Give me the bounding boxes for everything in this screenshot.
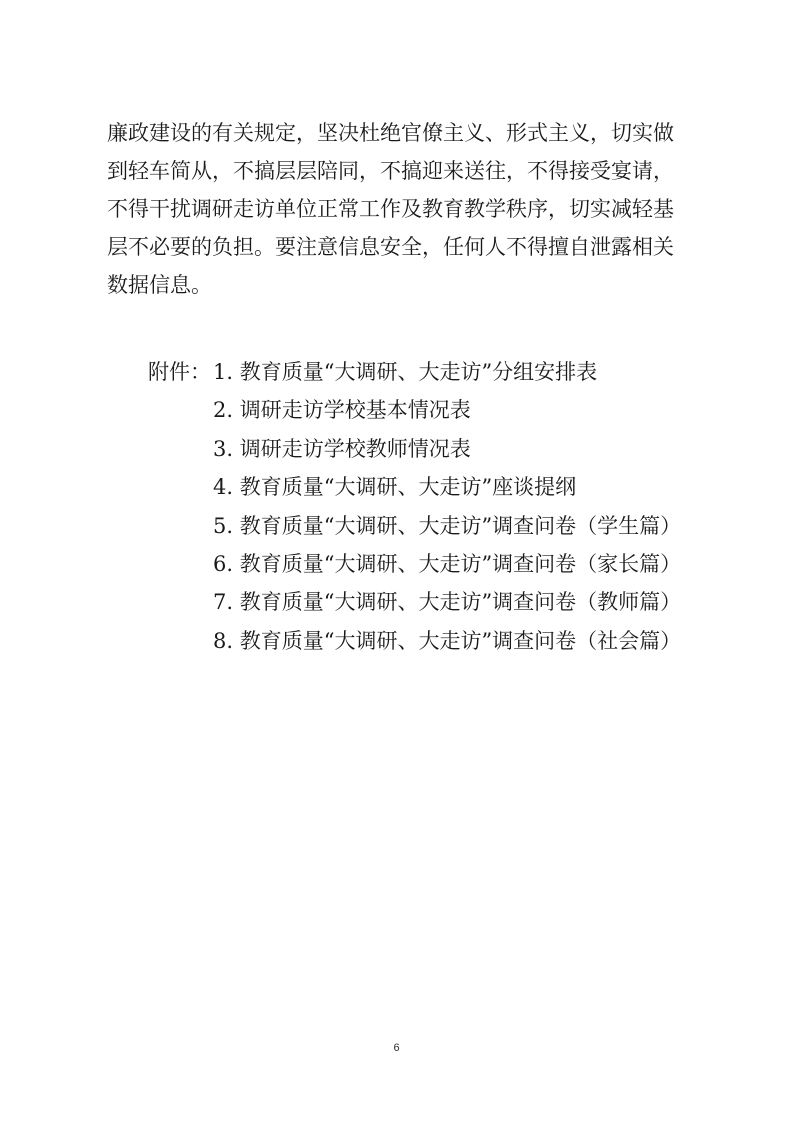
paragraph-line: 廉政建设的有关规定，坚决杜绝官僚主义、形式主义，切实做 (107, 121, 674, 145)
page-number: 6 (393, 1042, 400, 1054)
attachment-item: 7. 教育质量“大调研、大走访”调查问卷（教师篇） (213, 590, 682, 615)
attachment-item: 4. 教育质量“大调研、大走访”座谈提纲 (213, 475, 577, 500)
attachment-item: 1. 教育质量“大调研、大走访”分组安排表 (213, 360, 598, 384)
attachment-item: 6. 教育质量“大调研、大走访”调查问卷（家长篇） (213, 551, 682, 576)
attachment-item: 5. 教育质量“大调研、大走访”调查问卷（学生篇） (213, 513, 682, 538)
attachments-label: 附件： (148, 360, 211, 384)
paragraph-line: 层不必要的负担。要注意信息安全，任何人不得擅自泄露相关 (107, 235, 674, 259)
paragraph-line: 到轻车简从，不搞层层陪同，不搞迎来送往，不得接受宴请， (107, 159, 674, 183)
attachment-item: 8. 教育质量“大调研、大走访”调查问卷（社会篇） (213, 628, 682, 653)
attachment-item: 3. 调研走访学校教师情况表 (213, 436, 471, 461)
paragraph-line: 数据信息。 (107, 273, 212, 297)
attachment-item: 2. 调研走访学校基本情况表 (213, 398, 471, 423)
body-paragraph (107, 114, 707, 304)
paragraph-line: 不得干扰调研走访单位正常工作及教育教学秩序，切实减轻基 (107, 197, 674, 221)
attachments-list (213, 353, 681, 660)
